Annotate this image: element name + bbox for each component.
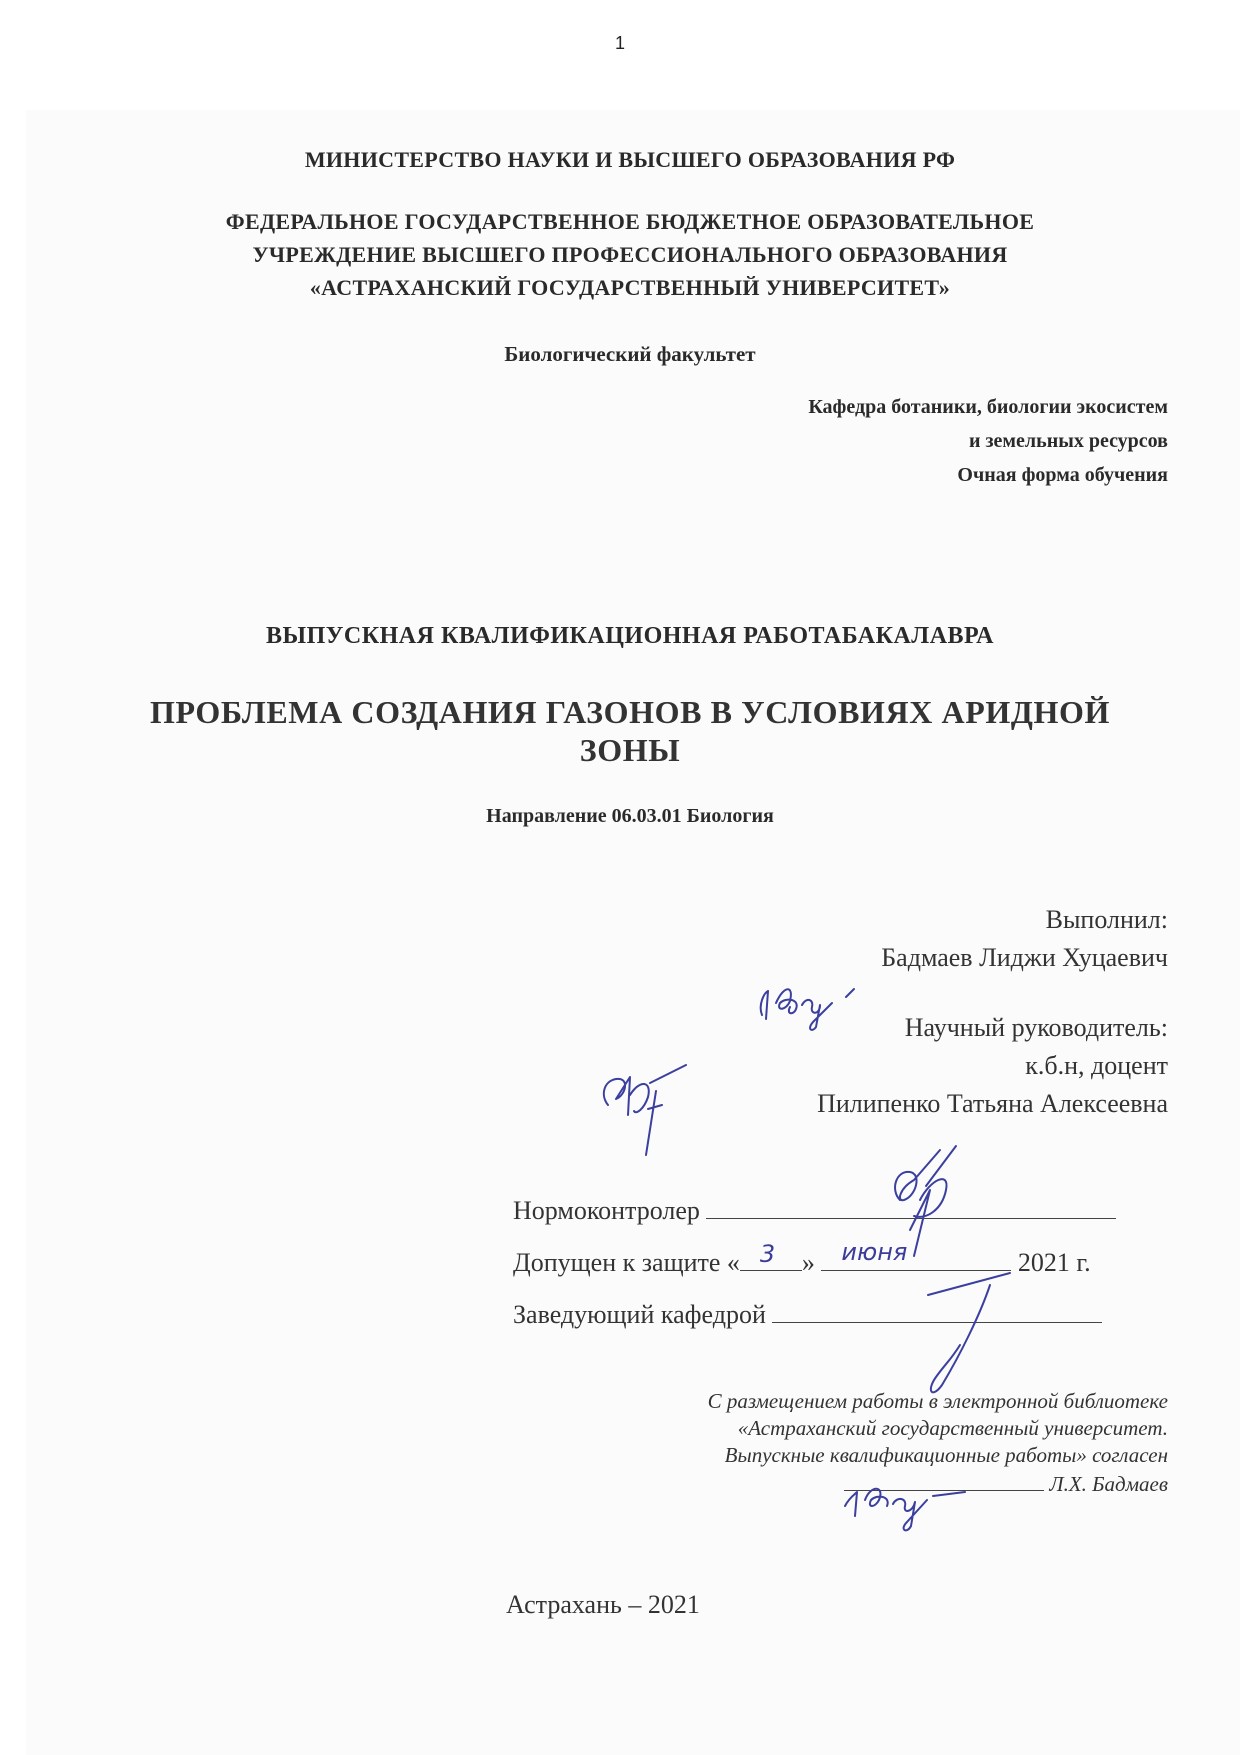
- student-signature: [750, 975, 880, 1035]
- department-line: Очная форма обучения: [957, 464, 1168, 486]
- institution-line: «АСТРАХАНСКИЙ ГОСУДАРСТВЕННЫЙ УНИВЕРСИТЕТ»: [309, 275, 951, 300]
- work-title-line: ПРОБЛЕМА СОЗДАНИЯ ГАЗОНОВ В УСЛОВИЯХ АРИДНОЙ: [149, 694, 1110, 730]
- page-number: 1: [614, 33, 625, 53]
- work-title: [90, 693, 1170, 769]
- ministry-heading: МИНИСТЕРСТВО НАУКИ И ВЫСШЕГО ОБРАЗОВАНИЯ РФ: [304, 147, 956, 172]
- supervisor-label: Научный руководитель:: [904, 1013, 1168, 1042]
- admitted-day: 3: [759, 1240, 776, 1268]
- supervisor-degree: к.б.н, доцент: [1025, 1051, 1168, 1080]
- supervisor-signature: [590, 1055, 700, 1175]
- performed-label: Выполнил:: [1045, 905, 1168, 934]
- admitted-year: 2021 г.: [1017, 1248, 1091, 1277]
- admitted-day-field: [740, 1240, 802, 1271]
- consent-line: С размещением работы в электронной библиотеке: [707, 1389, 1168, 1413]
- institution-line: ФЕДЕРАЛЬНОЕ ГОСУДАРСТВЕННОЕ БЮДЖЕТНОЕ ОБРАЗОВАТЕЛЬНОЕ: [225, 209, 1035, 234]
- head-label: Заведующий кафедрой: [513, 1300, 766, 1329]
- head-signature: [920, 1265, 1020, 1405]
- work-type: ВЫПУСКНАЯ КВАЛИФИКАЦИОННАЯ РАБОТАБАКАЛАВРА: [266, 623, 994, 649]
- institution-line: УЧРЕЖДЕНИЕ ВЫСШЕГО ПРОФЕССИОНАЛЬНОГО ОБРАЗОВАНИЯ: [252, 242, 1008, 267]
- normcontrol-row: [513, 1196, 1116, 1226]
- department-line: Кафедра ботаники, биологии экосистем: [808, 396, 1168, 418]
- consent-signature: [835, 1470, 975, 1540]
- department-block: [808, 390, 1168, 492]
- normcontrol-label: Нормоконтролер: [513, 1196, 700, 1225]
- direction: Направление 06.03.01 Биология: [486, 805, 774, 827]
- department-line: и земельных ресурсов: [968, 430, 1168, 452]
- consent-line: Выпускные квалификационные работы» согласен: [724, 1443, 1168, 1467]
- admitted-label: Допущен к защите «: [513, 1248, 740, 1277]
- admitted-quote-close: »: [801, 1248, 815, 1277]
- supervisor-name: Пилипенко Татьяна Алексеевна: [817, 1089, 1168, 1118]
- consent-line: «Астраханский государственный университет.: [737, 1416, 1168, 1440]
- work-title-line: ЗОНЫ: [579, 732, 681, 768]
- admitted-month: июня: [841, 1238, 908, 1266]
- faculty: Биологический факультет: [504, 342, 756, 366]
- consent-signer: Л.Х. Бадмаев: [1049, 1472, 1168, 1496]
- city-year: Астрахань – 2021: [506, 1590, 700, 1619]
- institution-heading: [90, 205, 1170, 304]
- student-name: Бадмаев Лиджи Хуцаевич: [881, 943, 1168, 972]
